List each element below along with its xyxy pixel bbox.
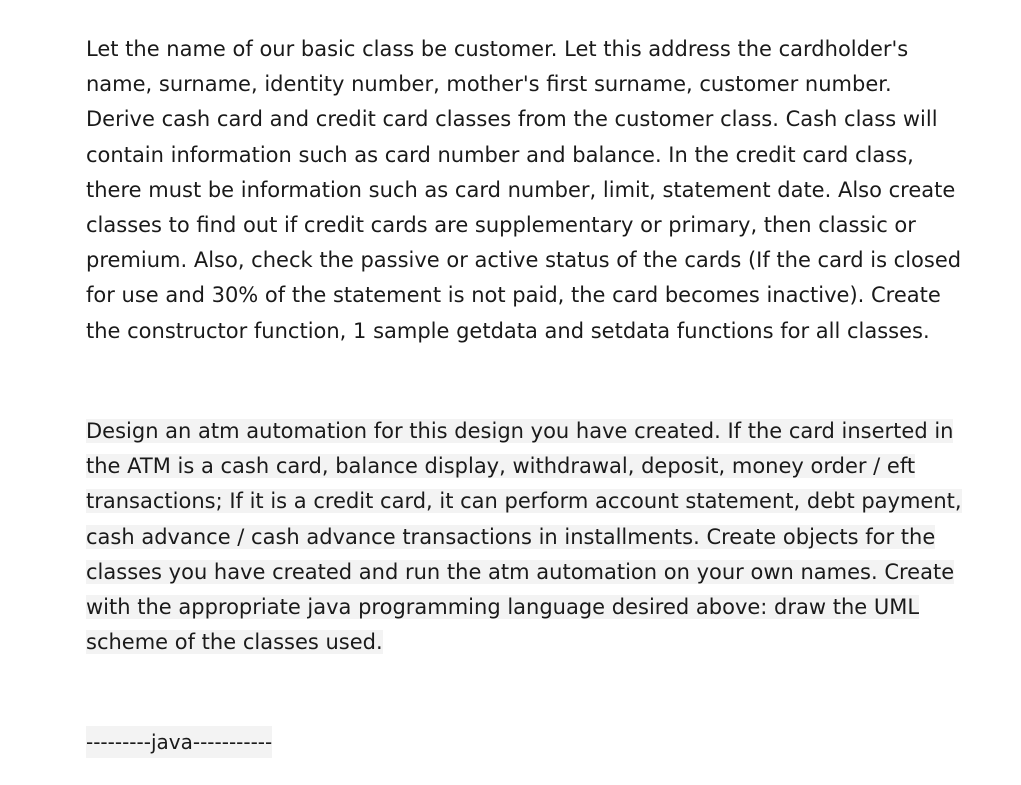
text-line-content: with the appropriate java programming language desired above: draw the UML: [86, 595, 920, 620]
paragraph-java-separator: [86, 724, 272, 760]
document-body: [86, 32, 996, 754]
text-line-content: Design an atm automation for this design you have created. If the card inserted in: [86, 419, 954, 443]
text-line-content: the ATM is a cash card, balance display, withdrawal, deposit, money order / eft: [86, 454, 916, 479]
text-line-content: classes you have created and run the atm automation on your own names. Create: [86, 559, 955, 584]
text-line: classes to find out if credit cards are supplementary or primary, then classic or: [86, 213, 916, 238]
paragraph-atm-requirements: [86, 414, 962, 660]
text-line: [86, 449, 962, 484]
text-line: Let the name of our basic class be customer. Let this address the cardholder's: [86, 37, 909, 61]
text-line: Derive cash card and credit card classes from the customer class. Cash class will: [86, 107, 938, 132]
paragraph-class-requirements: [86, 32, 996, 349]
text-line: [86, 484, 962, 519]
text-line-content: transactions; If it is a credit card, it can perform account statement, debt payment,: [86, 489, 962, 514]
text-line: [86, 625, 962, 660]
text-line: name, surname, identity number, mother's first surname, customer number.: [86, 72, 892, 97]
text-line-content: scheme of the classes used.: [86, 630, 383, 655]
text-line: [86, 555, 962, 590]
text-line: [86, 590, 962, 625]
text-line: there must be information such as card number, limit, statement date. Also create: [86, 177, 956, 202]
text-line: the constructor function, 1 sample getdata and setdata functions for all classes.: [86, 318, 930, 343]
text-line: premium. Also, check the passive or active status of the cards (If the card is closed: [86, 248, 962, 273]
text-line: [86, 520, 962, 555]
text-line: contain information such as card number and balance. In the credit card class,: [86, 142, 914, 167]
text-line-content: cash advance / cash advance transactions in installments. Create objects for the: [86, 524, 936, 549]
java-separator-text: ---------java-----------: [86, 726, 272, 758]
text-line: [86, 414, 962, 449]
text-line: for use and 30% of the statement is not paid, the card becomes inactive). Create: [86, 283, 941, 308]
